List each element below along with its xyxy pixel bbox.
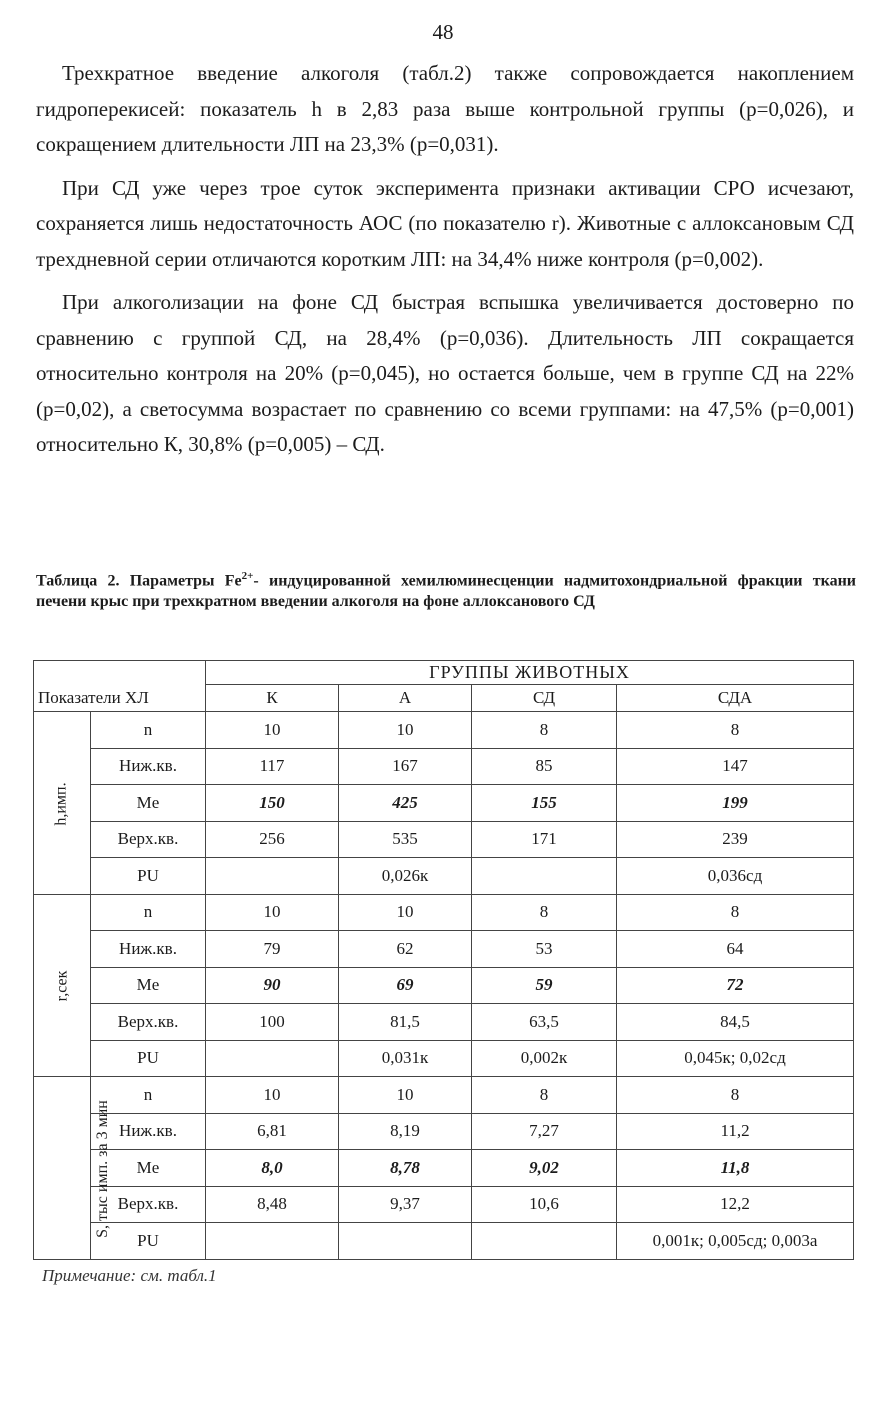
row-label: PU [91,1040,206,1077]
section-label [34,894,91,1077]
table-cell: 90 [206,967,339,1004]
table-row [34,748,854,785]
table-cell: 239 [617,821,854,858]
row-label: Верх.кв. [91,1186,206,1223]
table-cell [472,1223,617,1260]
table-row [34,1040,854,1077]
table-cell: 8,19 [339,1113,472,1150]
row-label: Me [91,1150,206,1187]
column-header: СДА [617,685,854,712]
section-label [34,1077,111,1260]
table-cell [206,858,339,895]
table-cell: 10 [206,1077,339,1114]
row-label: Верх.кв. [91,1004,206,1041]
caption-rest: - индуцированной хемилюминесценции надмитохондриальной фракции ткани печени крыс при трехкратном введении алкоголя на фоне аллоксанового СД [36,572,857,611]
table-cell: 147 [617,748,854,785]
table-cell [339,1223,472,1260]
row-label: n [91,712,206,749]
row-label: Me [91,967,206,1004]
table-cell: 53 [472,931,617,968]
table-cell: 167 [339,748,472,785]
caption-prefix: Таблица 2. Параметры Fe [36,572,242,590]
column-header: А [339,685,472,712]
group-header: ГРУППЫ ЖИВОТНЫХ [206,661,854,685]
table-cell: 9,02 [472,1150,617,1187]
table-cell: 8 [617,1077,854,1114]
table-cell: 0,002к [472,1040,617,1077]
table-cell: 0,026к [339,858,472,895]
table-row [34,1223,854,1260]
row-label: PU [91,1223,206,1260]
table-cell: 425 [339,785,472,822]
table-cell: 0,036сд [617,858,854,895]
row-label: Ниж.кв. [91,1113,206,1150]
column-header: СД [472,685,617,712]
table-cell: 155 [472,785,617,822]
table-row [34,1113,854,1150]
table-cell: 100 [206,1004,339,1041]
table-cell: 10 [339,1077,472,1114]
caption-superscript: 2+ [241,570,254,582]
table-cell: 150 [206,785,339,822]
table-row [34,785,854,822]
paragraph: При алкоголизации на фоне СД быстрая вспышка увеличивается достоверно по сравнению с группой СД, на 28,4% (p=0,036). Длительность ЛП сокращается относительно контроля на 20% (p=0,045), но остается больше, чем в группе СД на 22% (p=0,02), а светосумма возрастает по сравнению со всеми группами: на 47,5% (p=0,001) относительно К, 30,8% (p=0,005) – СД. [36,290,854,456]
table-cell: 8 [617,712,854,749]
table-cell: 8,48 [206,1186,339,1223]
table-cell: 72 [617,967,854,1004]
table-cell: 59 [472,967,617,1004]
table-note: Примечание: см. табл.1 [42,1266,217,1285]
table-cell: 63,5 [472,1004,617,1041]
table-cell: 171 [472,821,617,858]
table-cell: 8,78 [339,1150,472,1187]
table-cell: 0,045к; 0,02сд [617,1040,854,1077]
section-label-text: S, тыс имп. за 3 мин [93,1099,111,1238]
table-row [34,1150,854,1187]
table-row [34,712,854,749]
table-cell: 0,031к [339,1040,472,1077]
section-label-text: h,имп. [53,782,70,826]
table-row [34,931,854,968]
section-label-text: r,сек [52,970,70,1002]
table-cell: 8 [472,894,617,931]
table-row [34,858,854,895]
row-label: n [91,1077,206,1114]
table-cell: 8 [472,712,617,749]
table-row [34,967,854,1004]
table-cell: 12,2 [617,1186,854,1223]
table-cell: 10 [206,712,339,749]
table-caption [36,566,856,612]
column-header: К [206,685,339,712]
body-text [36,56,854,471]
table-row [34,1077,854,1114]
row-label: Верх.кв. [91,821,206,858]
table-cell: 0,001к; 0,005сд; 0,003а [617,1223,854,1260]
header-corner [34,661,206,685]
table-cell: 10 [206,894,339,931]
table-cell [472,858,617,895]
table-cell: 199 [617,785,854,822]
table-cell: 117 [206,748,339,785]
table-cell: 9,37 [339,1186,472,1223]
table-cell [206,1223,339,1260]
row-label: n [91,894,206,931]
table-cell: 8 [617,894,854,931]
table-cell: 10 [339,894,472,931]
table-cell: 11,2 [617,1113,854,1150]
table-cell: 6,81 [206,1113,339,1150]
row-label: Me [91,785,206,822]
row-label: Ниж.кв. [91,931,206,968]
table-cell: 69 [339,967,472,1004]
indicator-header: Показатели ХЛ [34,685,206,712]
data-table [33,660,854,1260]
table-row [34,1186,854,1223]
table-cell: 79 [206,931,339,968]
page-number: 48 [432,20,454,44]
table-cell: 84,5 [617,1004,854,1041]
table-row [34,894,854,931]
table-cell: 7,27 [472,1113,617,1150]
table-cell: 64 [617,931,854,968]
table-cell: 8,0 [206,1150,339,1187]
table-cell: 62 [339,931,472,968]
table-cell: 10,6 [472,1186,617,1223]
table-cell: 10 [339,712,472,749]
table-row [34,821,854,858]
table-cell [206,1040,339,1077]
row-label: Ниж.кв. [91,748,206,785]
row-label: PU [91,858,206,895]
table-cell: 535 [339,821,472,858]
table-cell: 256 [206,821,339,858]
table-cell: 11,8 [617,1150,854,1187]
section-label [34,712,91,895]
paragraph: Трехкратное введение алкоголя (табл.2) также сопровождается накоплением гидроперекисей: показатель h в 2,83 раза выше контрольной группы (p=0,026), и сокращением длительности ЛП на 23,3% (p=0,031). [36,61,854,156]
table-cell: 8 [472,1077,617,1114]
paragraph: При СД уже через трое суток эксперимента признаки активации СРО исчезают, сохраняется лишь недостаточность АОС (по показателю r). Животные с аллоксановым СД трехдневной серии отличаются коротким ЛП: на 34,4% ниже контроля (p=0,002). [36,175,854,271]
table-cell: 81,5 [339,1004,472,1041]
table-row [34,1004,854,1041]
table-cell: 85 [472,748,617,785]
